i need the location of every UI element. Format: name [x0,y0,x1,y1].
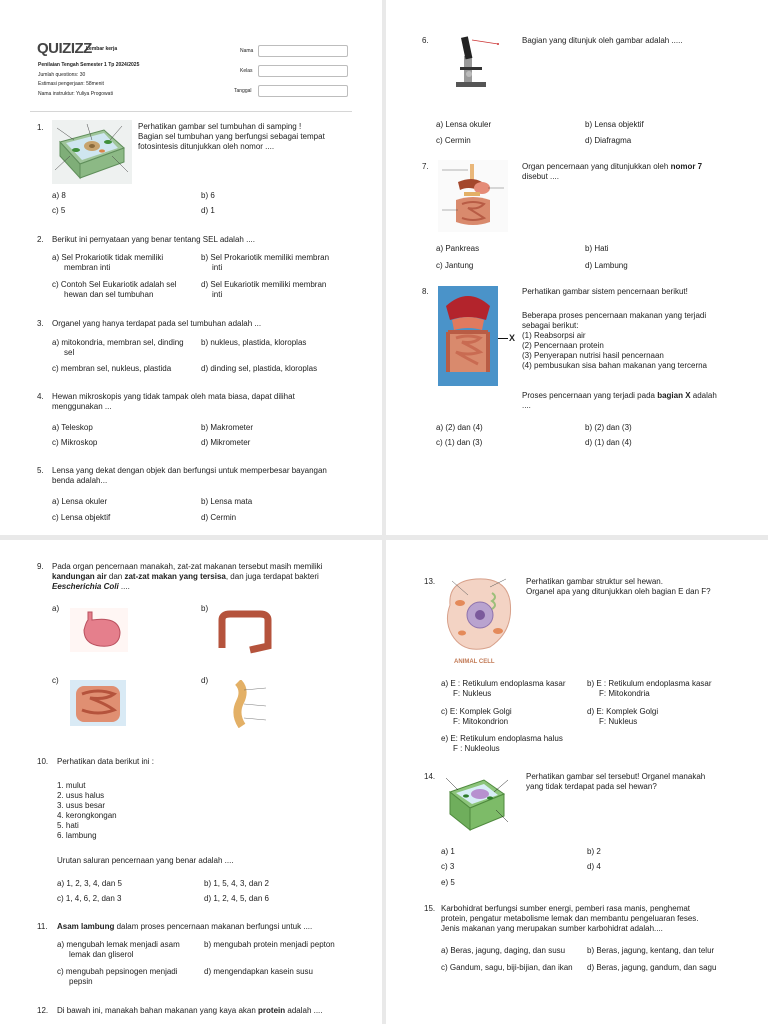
q4-option-a[interactable]: a) Teleskop [52,423,93,432]
q9-option-c[interactable]: c) [52,676,59,685]
q3-option-c[interactable]: c) membran sel, nukleus, plastida [52,364,172,373]
q9-option-a[interactable]: a) [52,604,60,613]
q10-option-d[interactable]: d) 1, 2, 4, 5, dan 6 [204,894,269,903]
digestive-system-image [438,286,498,386]
q8-item-4: (4) pembusukan sisa bahan makanan yang tercerna [522,361,707,370]
q8-item-3: (3) Penyerapan nutrisi hasil pencernaan [522,351,664,360]
q8-text-line2: sebagai berikut: [522,321,579,330]
q15-text-line2: protein, pengatur metabolisme lemak dan membantu pengeluaran feses. [441,914,699,923]
q1-text-line3: fotosintesis ditunjukkan oleh nomor .... [138,142,275,151]
q11-option-b[interactable]: b) mengubah protein menjadi pepton [204,940,335,949]
date-field-label: Tanggal [234,88,252,94]
worksheet-page-3 [0,540,382,1024]
q1-option-a[interactable]: a) 8 [52,191,66,200]
q8-option-d[interactable]: d) (1) dan (4) [585,438,632,447]
q11-option-d[interactable]: d) mengendapkan kasein susu [204,967,313,976]
q14-text-line2: yang tidak terdapat pada sel hewan? [526,782,657,791]
q3-option-a-cont: sel [64,348,75,357]
q8-option-a[interactable]: a) (2) dan (4) [436,423,483,432]
q15-text-line3: Jenis makanan yang merupakan sumber karbohidrat adalah.... [441,924,663,933]
q7-option-a[interactable]: a) Pankreas [436,244,480,253]
question-number: 8. [422,287,429,296]
q10-item-2: 2. usus halus [57,791,105,800]
q3-option-d[interactable]: d) dinding sel, plastida, kloroplas [201,364,318,373]
q14-option-a[interactable]: a) 1 [441,847,455,856]
q7-option-d[interactable]: d) Lambung [585,261,628,270]
q2-option-c-cont: hewan dan sel tumbuhan [64,290,154,299]
worksheet-label: Lembar kerja [86,46,118,52]
worksheet-page-2 [386,0,768,535]
q9-option-d[interactable]: d) [201,676,209,685]
q15-option-a[interactable]: a) Beras, jagung, daging, dan susu [441,946,566,955]
q3-option-b[interactable]: b) nukleus, plastida, kloroplas [201,338,307,347]
q8-prompt-cont: .... [522,401,531,410]
q9-text-line2: kandungan air dan zat-zat makan yang tersisa, dan juga terdapat bakteri [52,572,319,581]
header-divider [30,111,352,112]
question-number: 10. [37,757,49,766]
q8-option-b[interactable]: b) (2) dan (3) [585,423,632,432]
question-count: Jumlah questions: 30 [38,72,86,78]
q4-option-d[interactable]: d) Mikrometer [201,438,251,447]
quizizz-logo: QUIZIZZ [37,40,92,57]
question-number: 15. [424,904,436,913]
q2-option-d-cont: inti [212,290,223,299]
q5-text-line1: Lensa yang dekat dengan objek dan berfungsi untuk memperbesar bayangan [52,466,327,475]
q1-text-line1: Perhatikan gambar sel tumbuhan di samping ! [138,122,302,131]
q4-option-c[interactable]: c) Mikroskop [52,438,98,447]
question-number: 2. [37,235,44,244]
q11-option-c-cont: pepsin [69,977,93,986]
q8-item-2: (2) Pencernaan protein [522,341,604,350]
q14-option-c[interactable]: c) 3 [441,862,455,871]
q10-option-b[interactable]: b) 1, 5, 4, 3, dan 2 [204,879,269,888]
q11-text: Asam lambung dalam proses pencernaan makanan berfungsi untuk .... [57,922,313,931]
q2-option-b[interactable]: b) Sel Prokariotik memiliki membran [201,253,330,262]
q11-option-a-cont: lemak dan gliserol [69,950,134,959]
question-number: 4. [37,392,44,401]
q10-option-a[interactable]: a) 1, 2, 3, 4, dan 5 [57,879,122,888]
q13-text-line2: Organel apa yang ditunjukkan oleh bagian E dan F? [526,587,711,596]
q13-option-b-cont: F: Mitokondria [599,689,650,698]
q1-option-d[interactable]: d) 1 [201,206,215,215]
q13-option-c[interactable]: c) E: Komplek Golgi [441,707,512,716]
q10-option-c[interactable]: c) 1, 4, 6, 2, dan 3 [57,894,122,903]
question-number: 3. [37,319,44,328]
q8-prompt: Proses pencernaan yang terjadi pada bagian X adalah [522,391,717,400]
class-field[interactable] [258,65,348,77]
animal-cell-caption: ANIMAL CELL [454,659,495,665]
pointer-line [498,338,508,339]
q13-option-a-cont: F: Nukleus [453,689,492,698]
q6-option-b[interactable]: b) Lensa objektif [585,120,644,129]
digestive-organs-image [438,160,508,232]
q11-option-c[interactable]: c) mengubah pepsinogen menjadi [57,967,178,976]
q2-text: Berikut ini pernyataan yang benar tentang SEL adalah .... [52,235,255,244]
q8-item-1: (1) Reabsorpsi air [522,331,586,340]
q10-text: Perhatikan data berikut ini : [57,757,154,766]
small-intestine-image [70,680,126,726]
esophagus-image [218,680,274,728]
q13-option-a[interactable]: a) E : Retikulum endoplasma kasar [441,679,566,688]
q6-option-c[interactable]: c) Cermin [436,136,471,145]
q2-option-c[interactable]: c) Contoh Sel Eukariotik adalah sel [52,280,177,289]
q8-option-c[interactable]: c) (1) dan (3) [436,438,483,447]
q13-option-e[interactable]: e) E: Retikulum endoplasma halus [441,734,563,743]
q2-option-d[interactable]: d) Sel Eukariotik memiliki membran [201,280,327,289]
q13-option-d[interactable]: d) E: Komplek Golgi [587,707,659,716]
q10-item-1: 1. mulut [57,781,86,790]
q8-text-line1: Beberapa proses pencernaan makanan yang terjadi [522,311,707,320]
q3-text: Organel yang hanya terdapat pada sel tumbuhan adalah ... [52,319,262,328]
q15-option-d[interactable]: d) Beras, jagung, gandum, dan sagu [587,963,717,972]
q15-option-b[interactable]: b) Beras, jagung, kentang, dan telur [587,946,715,955]
question-number: 9. [37,562,44,571]
q6-option-a[interactable]: a) Lensa okuler [436,120,492,129]
q9-text-line1: Pada organ pencernaan manakah, zat-zat makanan tersebut masih memiliki [52,562,323,571]
q9-option-b[interactable]: b) [201,604,209,613]
large-intestine-image [210,610,280,654]
animal-cell-image [440,575,516,667]
q10-item-3: 3. usus besar [57,801,106,810]
q5-option-d[interactable]: d) Cermin [201,513,237,522]
q5-text-line2: benda adalah... [52,476,108,485]
q4-option-b[interactable]: b) Makrometer [201,423,254,432]
q13-option-e-cont: F : Nukleolus [453,744,500,753]
q13-option-d-cont: F: Nukleus [599,717,638,726]
q5-option-a[interactable]: a) Lensa okuler [52,497,108,506]
q7-text-line2: disebut .... [522,172,559,181]
part-x-label: X [509,333,516,343]
worksheet-page-1 [0,0,382,535]
question-number: 12. [37,1006,49,1015]
q14-option-d[interactable]: d) 4 [587,862,601,871]
q10-item-5: 5. hati [57,821,79,830]
q7-text-line1: Organ pencernaan yang ditunjukkan oleh nomor 7 [522,162,703,171]
question-number: 11. [37,922,48,931]
q5-option-c[interactable]: c) Lensa objektif [52,513,111,522]
q10-item-4: 4. kerongkongan [57,811,117,820]
q3-option-a[interactable]: a) mitokondria, membran sel, dinding [52,338,184,347]
q7-option-c[interactable]: c) Jantung [436,261,474,270]
time-estimate: Estimasi pengerjaan: 58menit [38,81,104,87]
q14-option-e[interactable]: e) 5 [441,878,455,887]
worksheet-page-4 [386,540,768,1024]
q10-item-6: 6. lambung [57,831,97,840]
question-number: 6. [422,36,429,45]
q13-text-line1: Perhatikan gambar struktur sel hewan. [526,577,663,586]
q5-option-b[interactable]: b) Lensa mata [201,497,253,506]
q13-option-c-cont: F: Mitokondrion [453,717,509,726]
name-field-label: Nama [240,48,254,54]
q12-text: Di bawah ini, manakah bahan makanan yang kaya akan protein adalah .... [57,1006,323,1015]
class-field-label: Kelas [240,68,253,74]
q4-text-line1: Hewan mikroskopis yang tidak tampak oleh mata biasa, dapat dilihat [52,392,295,401]
microscope-image [438,32,508,90]
exam-title: Penilaian Tengah Semester 1 Tp 2024/2025 [38,62,140,68]
q2-option-a-cont: membran inti [64,263,111,272]
q1-option-b[interactable]: b) 6 [201,191,215,200]
stomach-image [70,608,128,652]
question-number: 5. [37,466,44,475]
q14-option-b[interactable]: b) 2 [587,847,601,856]
q15-text-line1: Karbohidrat berfungsi sumber energi, pemberi rasa manis, penghemat [441,904,691,913]
q1-text-line2: Bagian sel tumbuhan yang berfungsi sebagai tempat [138,132,325,141]
q9-text-line3: Eescherichia Coli .... [52,582,130,591]
question-number: 14. [424,772,436,781]
q10-prompt: Urutan saluran pencernaan yang benar adalah .... [57,856,234,865]
q2-option-b-cont: inti [212,263,223,272]
date-field[interactable] [258,85,348,97]
plant-cell-image [52,120,132,184]
q2-option-a[interactable]: a) Sel Prokariotik tidak memiliki [52,253,164,262]
q8-intro: Perhatikan gambar sistem pencernaan berikut! [522,287,688,296]
q7-option-b[interactable]: b) Hati [585,244,609,253]
instructor-name: Nama instruktur: Yuliya Progowati [38,91,113,97]
question-number: 7. [422,162,429,171]
q14-text-line1: Perhatikan gambar sel tersebut! Organel manakah [526,772,706,781]
q6-option-d[interactable]: d) Diafragma [585,136,632,145]
name-field[interactable] [258,45,348,57]
q11-option-a[interactable]: a) mengubah lemak menjadi asam [57,940,180,949]
q1-option-c[interactable]: c) 5 [52,206,66,215]
q4-text-line2: menggunakan ... [52,402,112,411]
question-number: 13. [424,577,436,586]
question-number: 1. [37,123,44,132]
plant-cell-diagram [444,772,510,836]
q6-text: Bagian yang ditunjuk oleh gambar adalah ..... [522,36,683,45]
q15-option-c[interactable]: c) Gandum, sagu, biji-bijian, dan ikan [441,963,573,972]
q13-option-b[interactable]: b) E : Retikulum endoplasma kasar [587,679,712,688]
